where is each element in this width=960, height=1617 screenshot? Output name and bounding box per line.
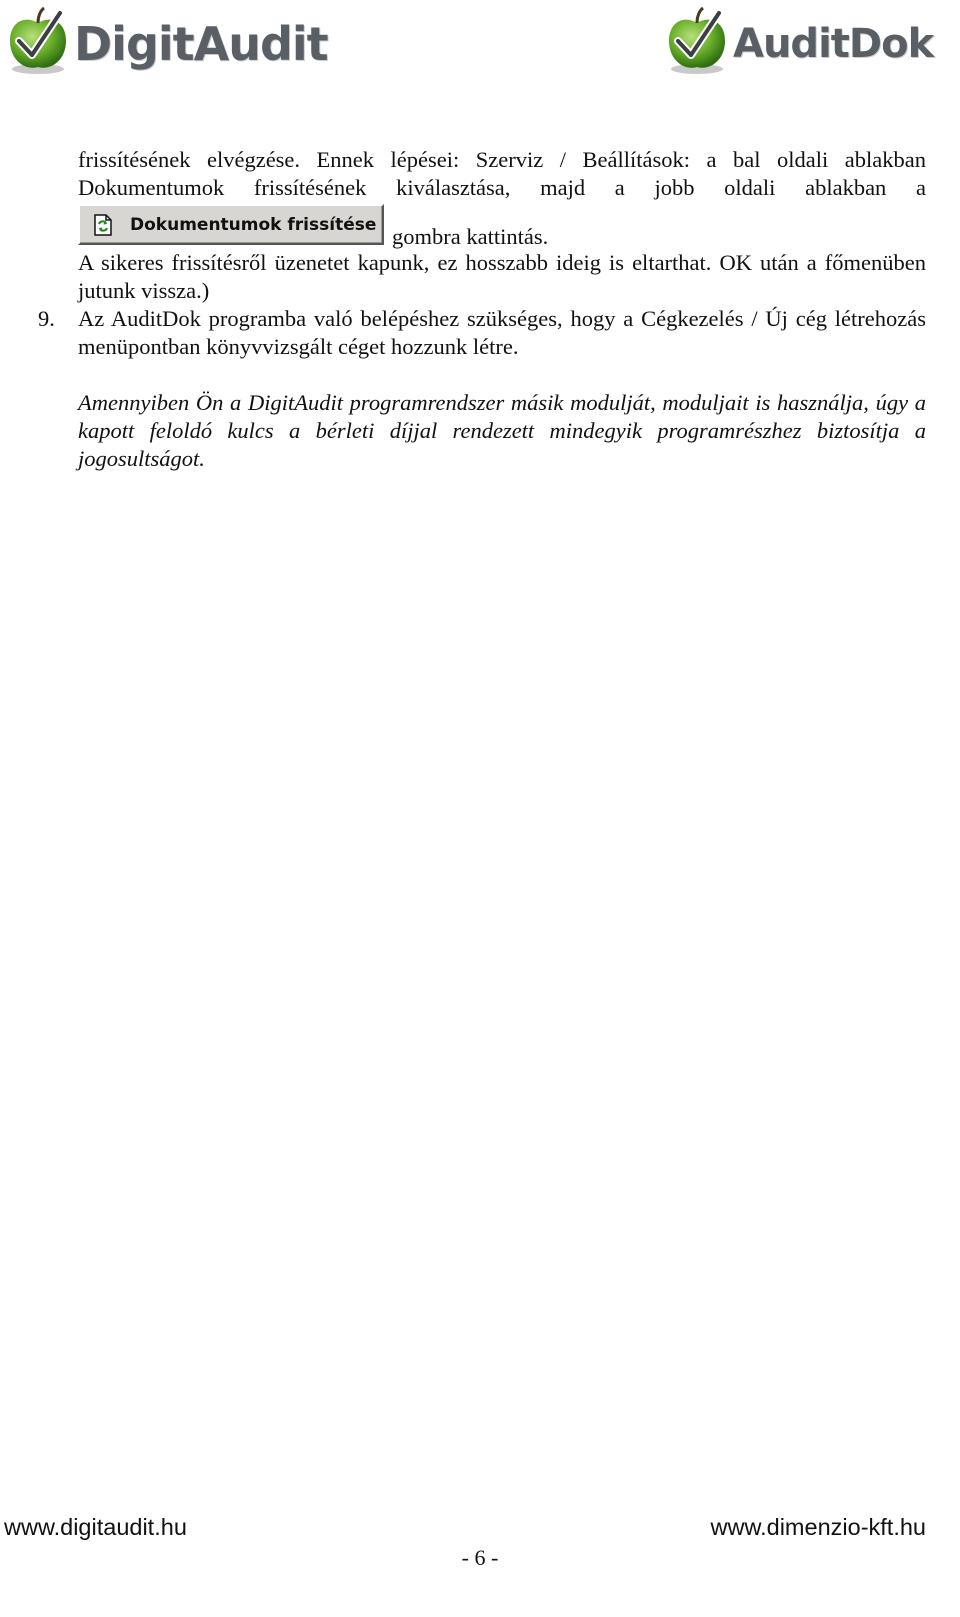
list-item-number: 9. bbox=[38, 306, 55, 331]
auditdok-logo bbox=[663, 0, 933, 82]
list-item-text: Az AuditDok programba való belépéshez szükséges, hogy a Cégkezelés / Új cég létrehozás menüpontban könyvvizsgált céget hozzunk létre. bbox=[78, 306, 926, 359]
document-body bbox=[38, 146, 926, 473]
logo-text-dok: Dok bbox=[848, 21, 934, 67]
logo-text-audit: Audit bbox=[193, 17, 328, 71]
paragraph-line-2: Dokumentumok frissítésének kiválasztása, majd a jobb oldali ablakban a bbox=[78, 175, 926, 200]
page-number: - 6 - bbox=[461, 1545, 499, 1570]
logo-text-audit: Audit bbox=[733, 21, 849, 67]
italic-note: Amennyiben Ön a DigitAudit programrendszer másik modulját, moduljait is használja, úgy a kapott feloldó kulcs a bérleti díjjal rendezett mindegyik programrészhez biztosítja a jogosultságot. bbox=[78, 390, 926, 471]
button-label: Dokumentumok frissítése bbox=[130, 214, 377, 235]
dokumentumok-frissitese-button[interactable] bbox=[78, 204, 384, 245]
list-item-9 bbox=[38, 305, 926, 361]
footer-link-digitaudit[interactable]: www.digitaudit.hu bbox=[4, 1514, 187, 1540]
green-apple-check-icon bbox=[4, 5, 72, 77]
footer-link-dimenzio[interactable]: www.dimenzio-kft.hu bbox=[710, 1514, 926, 1540]
logo-text-digit: Digit bbox=[74, 17, 194, 71]
paragraph-2: A sikeres frissítésről üzenetet kapunk, ez hosszabb ideig is eltarthat. OK után a főmenüben jutunk vissza.) bbox=[78, 250, 926, 303]
green-apple-check-icon bbox=[663, 5, 731, 77]
digitaudit-logo bbox=[4, 0, 328, 82]
paragraph-line-1: frissítésének elvégzése. Ennek lépései: Szerviz / Beállítások: a bal oldali ablakban bbox=[78, 147, 926, 172]
button-caption: gombra kattintás. bbox=[392, 224, 549, 249]
button-line bbox=[78, 202, 926, 249]
refresh-document-icon bbox=[94, 214, 112, 236]
